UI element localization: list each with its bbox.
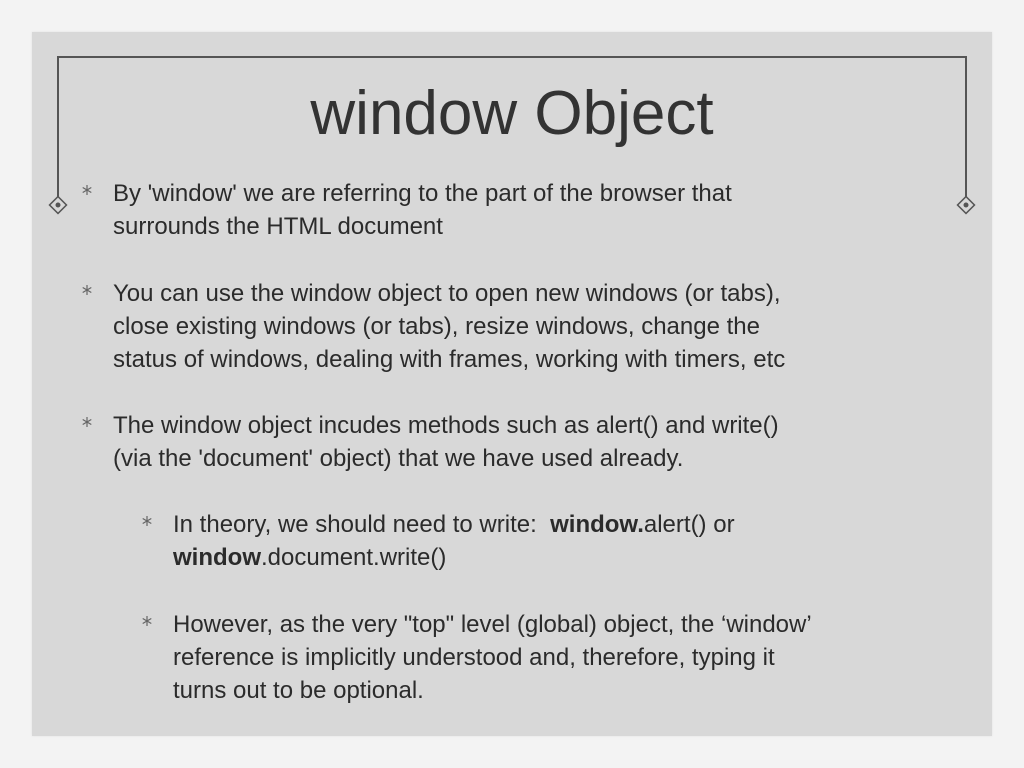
slide-title: window Object [310, 79, 714, 148]
bullet-line: (via the 'document' object) that we have used already. [113, 445, 684, 472]
sub-bullet-line: However, as the very "top" level (global) object, the ‘window’ [173, 611, 812, 638]
text-run: .document.write() [260, 544, 447, 571]
text-run: alert() or [643, 511, 735, 538]
bullet-line: close existing windows (or tabs), resize windows, change the [113, 313, 760, 340]
sub-bullet-line [173, 508, 735, 541]
bullet-item [113, 177, 732, 243]
bullet-line: surrounds the HTML document [113, 213, 443, 240]
bullet-line: The window object incudes methods such as alert() and write() [113, 412, 779, 439]
bullet-item [113, 277, 785, 376]
sub-bullet-line [173, 541, 735, 574]
sub-bullet-item [173, 608, 812, 707]
code-keyword: window. [550, 511, 644, 538]
asterisk-bullet-icon [140, 514, 154, 528]
code-keyword: window [173, 544, 261, 571]
bullet-line: You can use the window object to open new windows (or tabs), [113, 280, 781, 307]
asterisk-bullet-icon [80, 183, 94, 197]
text-run: In theory, we should need to write: [173, 511, 551, 538]
asterisk-bullet-icon [140, 614, 154, 628]
bullet-item [113, 409, 779, 475]
bullet-line: By 'window' we are referring to the part of the browser that [113, 180, 732, 207]
asterisk-bullet-icon [80, 415, 94, 429]
sub-bullet-item [173, 508, 735, 574]
sub-bullet-line: turns out to be optional. [173, 677, 424, 704]
sub-bullet-line: reference is implicitly understood and, therefore, typing it [173, 644, 775, 671]
asterisk-bullet-icon [80, 283, 94, 297]
bullet-line: status of windows, dealing with frames, working with timers, etc [113, 346, 786, 373]
